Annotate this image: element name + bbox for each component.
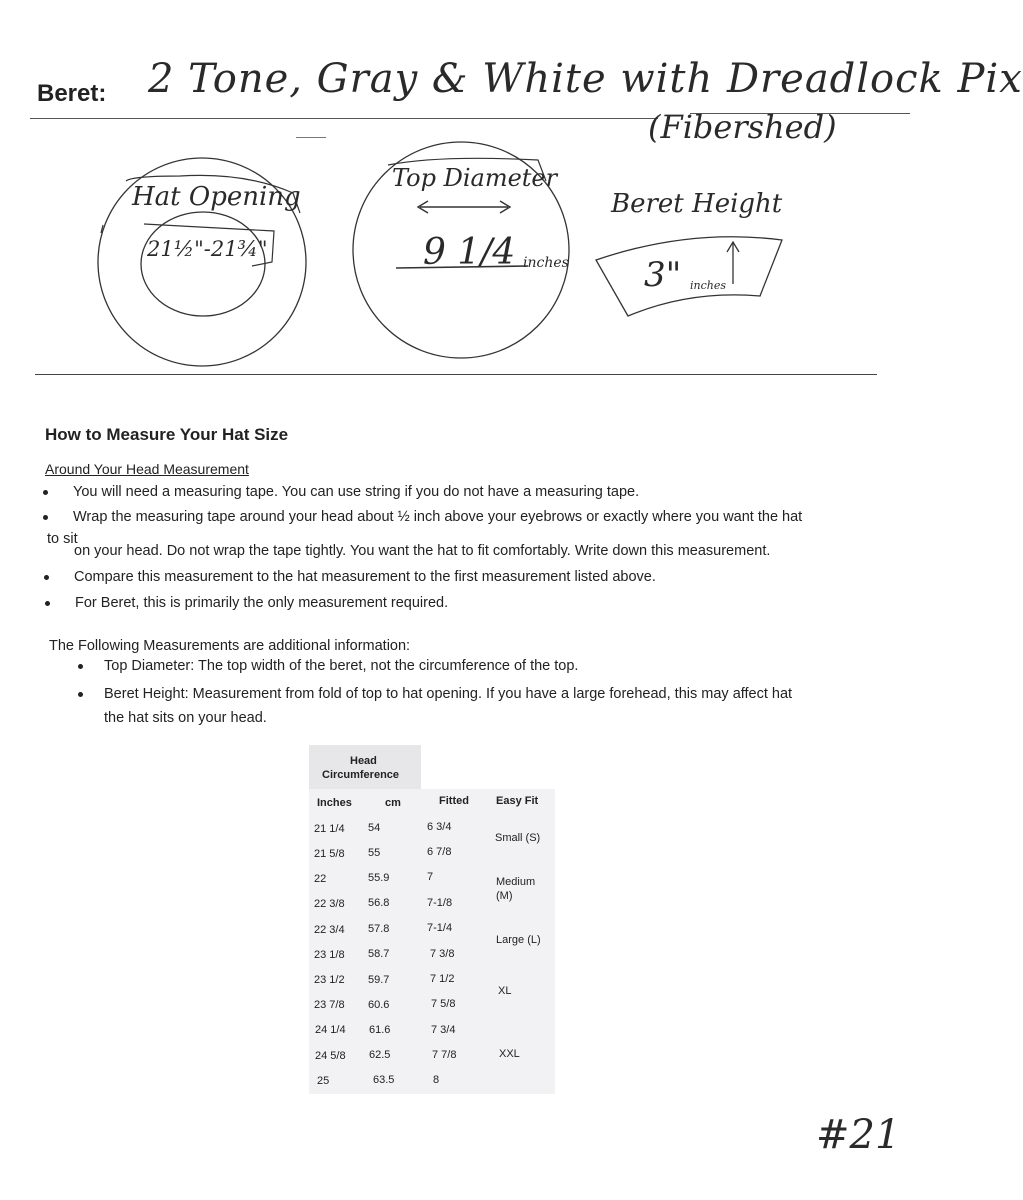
beret-height-unit: inches bbox=[690, 279, 727, 292]
handwritten-subtitle: (Fibershed) bbox=[648, 108, 837, 146]
cell-cm: 55.9 bbox=[368, 872, 390, 884]
top-diameter-sketch bbox=[353, 142, 569, 358]
cell-fitted: 7 5/8 bbox=[431, 998, 456, 1010]
cell-inches: 23 1/2 bbox=[314, 974, 345, 986]
bullet-text: Compare this measurement to the hat measurement to the first measurement listed above. bbox=[74, 569, 656, 585]
instruction-continuation: to sit bbox=[47, 531, 78, 547]
bullet-icon bbox=[78, 664, 83, 669]
cell-fitted: 6 7/8 bbox=[427, 846, 452, 858]
bullet-icon bbox=[43, 515, 48, 520]
cell-inches: 22 3/4 bbox=[314, 924, 345, 936]
column-header-easy-fit: Easy Fit bbox=[496, 795, 539, 807]
bullet-text: You will need a measuring tape. You can use string if you do not have a measuring tape. bbox=[73, 484, 640, 500]
easy-fit-size: XL bbox=[498, 985, 512, 997]
beret-height-value: 3" bbox=[644, 255, 682, 295]
cell-fitted: 7 1/2 bbox=[430, 973, 455, 985]
cell-cm: 57.8 bbox=[368, 923, 390, 935]
beret-height-label: Beret Height bbox=[611, 189, 783, 219]
page-number: #21 bbox=[816, 1112, 901, 1158]
table-group-header: Circumference bbox=[322, 769, 400, 781]
bullet-icon bbox=[78, 692, 83, 697]
cell-inches: 23 1/8 bbox=[314, 949, 345, 961]
cell-cm: 63.5 bbox=[373, 1074, 395, 1086]
cell-cm: 61.6 bbox=[369, 1024, 391, 1036]
bullet-icon bbox=[45, 601, 50, 606]
measurement-sketches bbox=[0, 140, 927, 380]
instruction-bullet bbox=[75, 595, 448, 611]
cell-inches: 25 bbox=[317, 1075, 330, 1087]
column-header-fitted: Fitted bbox=[439, 795, 469, 807]
cell-fitted: 7 3/4 bbox=[431, 1024, 456, 1036]
table-group-header-bg bbox=[309, 745, 421, 789]
cell-fitted: 7 7/8 bbox=[432, 1049, 457, 1061]
cell-cm: 56.8 bbox=[368, 897, 390, 909]
top-diameter-unit: inches bbox=[523, 255, 569, 271]
cell-fitted: 7-1/4 bbox=[427, 922, 453, 934]
stray-dash bbox=[296, 137, 326, 138]
cell-fitted: 8 bbox=[433, 1074, 440, 1086]
easy-fit-size: XXL bbox=[499, 1048, 520, 1060]
title-underline bbox=[30, 118, 658, 119]
cell-inches: 23 7/8 bbox=[314, 999, 345, 1011]
handwritten-title: 2 Tone, Gray & White with Dreadlock Pix bbox=[148, 56, 1023, 102]
hat-opening-value: 21½"-21¾" bbox=[147, 237, 268, 261]
column-header-cm: cm bbox=[385, 797, 401, 809]
top-diameter-value: 9 1/4 bbox=[423, 232, 516, 273]
cell-inches: 24 1/4 bbox=[315, 1024, 346, 1036]
additional-continuation: the hat sits on your head. bbox=[104, 710, 267, 726]
cell-cm: 54 bbox=[368, 822, 381, 834]
cell-fitted: 7 bbox=[427, 871, 434, 883]
hat-size-table bbox=[309, 745, 555, 1094]
bullet-text: For Beret, this is primarily the only measurement required. bbox=[75, 595, 449, 611]
subsection-heading: Around Your Head Measurement bbox=[45, 461, 249, 477]
cell-cm: 55 bbox=[368, 847, 381, 859]
hat-opening-sketch bbox=[98, 158, 306, 366]
additional-bullet bbox=[104, 658, 578, 674]
bullet-icon bbox=[44, 575, 49, 580]
easy-fit-size: Small (S) bbox=[495, 832, 541, 844]
instruction-bullet bbox=[73, 484, 639, 500]
instruction-bullet bbox=[74, 569, 656, 585]
bullet-icon bbox=[43, 490, 48, 495]
easy-fit-size: (M) bbox=[496, 890, 513, 902]
top-diameter-label: Top Diameter bbox=[392, 164, 558, 192]
cell-cm: 58.7 bbox=[368, 948, 390, 960]
easy-fit-size: Large (L) bbox=[496, 934, 541, 946]
column-header-inches: Inches bbox=[317, 797, 352, 809]
cell-inches: 22 bbox=[314, 873, 327, 885]
cell-inches: 24 5/8 bbox=[315, 1050, 346, 1062]
bullet-text: Top Diameter: The top width of the beret, not the circumference of the top. bbox=[104, 658, 579, 674]
cell-inches: 21 5/8 bbox=[314, 848, 345, 860]
cell-inches: 22 3/8 bbox=[314, 898, 345, 910]
beret-height-trapezoid bbox=[596, 237, 782, 316]
cell-fitted: 7 3/8 bbox=[430, 948, 455, 960]
bullet-text: Wrap the measuring tape around your head about ½ inch above your eyebrows or exactly where you want the hat bbox=[73, 509, 803, 525]
section-heading: How to Measure Your Hat Size bbox=[45, 425, 289, 444]
section-divider bbox=[35, 374, 877, 375]
cell-cm: 62.5 bbox=[369, 1049, 391, 1061]
bullet-text: Beret Height: Measurement from fold of top to hat opening. If you have a large forehead, this may affect hat bbox=[104, 686, 793, 702]
cell-fitted: 7-1/8 bbox=[427, 897, 453, 909]
beret-height-sketch bbox=[596, 189, 783, 316]
easy-fit-size: Medium bbox=[496, 876, 536, 888]
additional-info-intro: The Following Measurements are additional information: bbox=[49, 638, 411, 654]
cell-cm: 60.6 bbox=[368, 999, 390, 1011]
cell-cm: 59.7 bbox=[368, 974, 390, 986]
instruction-bullet bbox=[73, 509, 802, 525]
cell-inches: 21 1/4 bbox=[314, 823, 345, 835]
cell-fitted: 6 3/4 bbox=[427, 821, 452, 833]
table-group-header: Head bbox=[350, 755, 377, 767]
hat-opening-label: Hat Opening bbox=[132, 182, 301, 212]
instruction-continuation: on your head. Do not wrap the tape tightly. You want the hat to fit comfortably. Write down this measurement. bbox=[74, 543, 771, 559]
additional-bullet bbox=[104, 686, 792, 702]
beret-label: Beret: bbox=[37, 80, 107, 107]
